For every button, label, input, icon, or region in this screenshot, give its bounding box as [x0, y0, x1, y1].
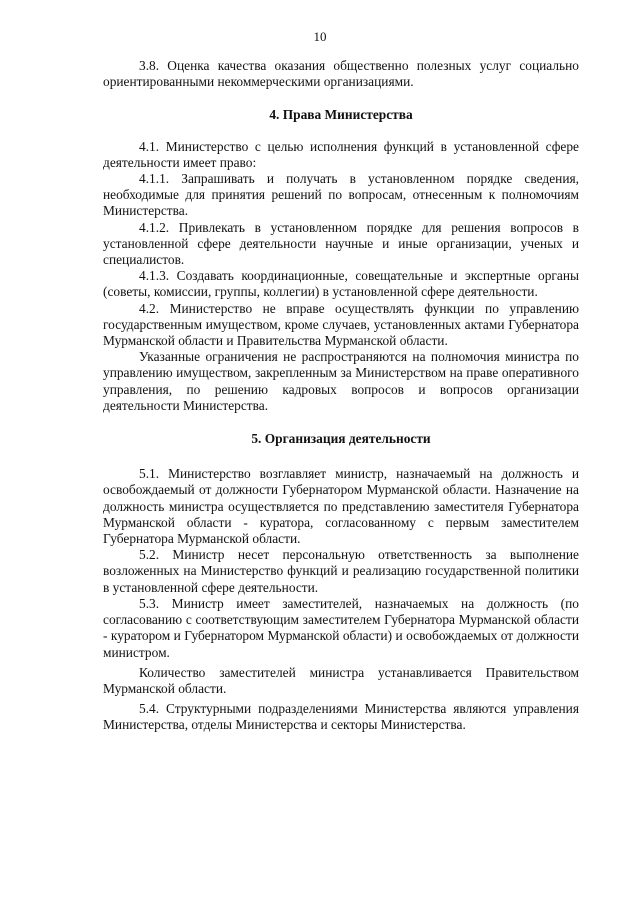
paragraph-5-4: 5.4. Структурными подразделениями Министерства являются управления Министерства, отделы Министерства и секторы Министерства. — [103, 701, 579, 733]
paragraph-4-1-1: 4.1.1. Запрашивать и получать в установленном порядке сведения, необходимые для принятия решений по вопросам, отнесенным к полномочиям Министерства. — [103, 171, 579, 219]
paragraph-5-2: 5.2. Министр несет персональную ответственность за выполнение возложенных на Министерство функций и реализацию государственной политики в установленной сфере деятельности. — [103, 547, 579, 595]
paragraph-4-1-2: 4.1.2. Привлекать в установленном порядке для решения вопросов в установленной сфере деятельности научные и иные организации, ученых и специалистов. — [103, 219, 579, 268]
page-number: 10 — [313, 29, 327, 44]
paragraph-4-2-note: Указанные ограничения не распространяются на полномочия министра по управлению имуществом, закрепленным за Министерством на праве оперативного управления, по решению кадровых вопросов и вопросов организации деятельности Министерства. — [103, 349, 579, 413]
paragraph-5-3-note: Количество заместителей министра устанавливается Правительством Мурманской области. — [103, 664, 579, 696]
paragraph-5-1: 5.1. Министерство возглавляет министр, назначаемый на должность и освобождаемый от должности Губернатором Мурманской области. Назначение на должность министра осуществляется по представлению заместителя Губернатора Мурманской области - куратора, согласованному с первым заместителем Губернатора Мурманской области. — [103, 466, 579, 547]
paragraph-5-3: 5.3. Министр имеет заместителей, назначаемых на должность (по согласованию с соответствующим заместителем Губернатора Мурманской области - куратором и Губернатором Мурманской области) и освобождаемых от должности министром. — [103, 595, 579, 660]
document-body — [103, 58, 579, 734]
paragraph-4-2: 4.2. Министерство не вправе осуществлять функции по управлению государственным имуществом, кроме случаев, установленных актами Губернатора Мурманской области и Правительства Мурманской области. — [103, 300, 579, 349]
paragraph-3-8: 3.8. Оценка качества оказания общественно полезных услуг социально ориентированными некоммерческими организациями. — [103, 58, 579, 90]
section-5-title: 5. Организация деятельности — [251, 431, 431, 447]
section-4-title: 4. Права Министерства — [269, 107, 413, 123]
paragraph-4-1-3: 4.1.3. Создавать координационные, совещательные и экспертные органы (советы, комиссии, группы, коллегии) в установленной сфере деятельности. — [103, 268, 579, 300]
paragraph-4-1: 4.1. Министерство с целью исполнения функций в установленной сфере деятельности имеет право: — [103, 138, 579, 170]
